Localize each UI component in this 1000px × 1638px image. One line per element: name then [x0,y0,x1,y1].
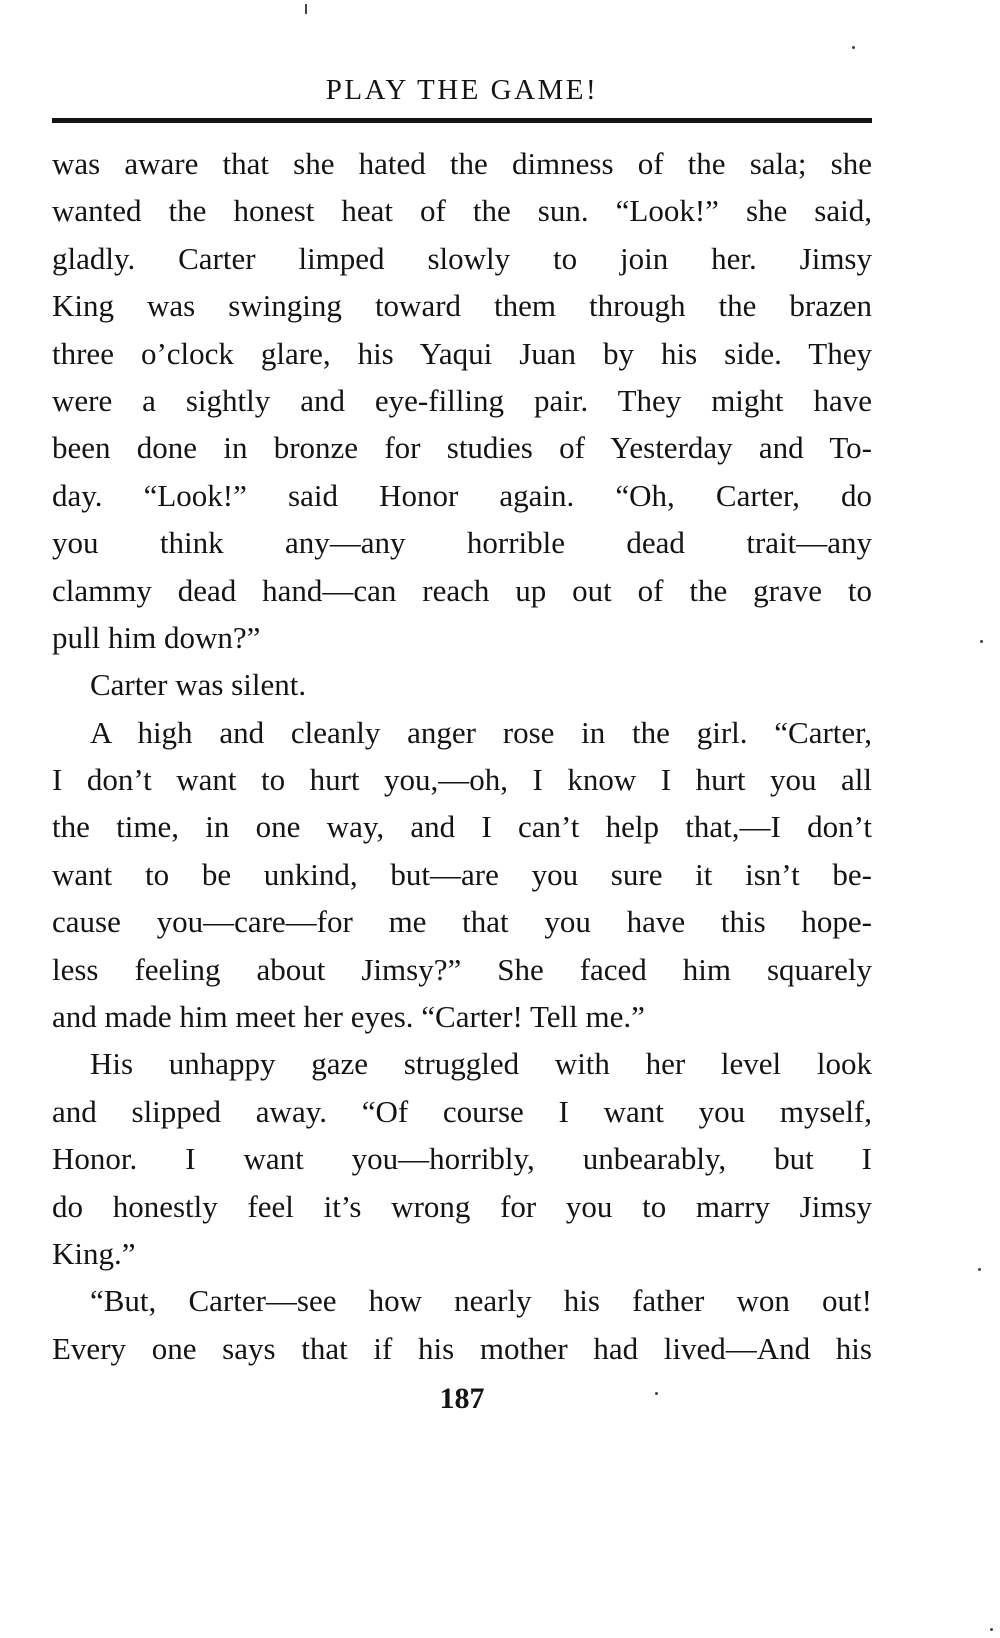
text-line: Carter was silent. [90,667,307,703]
scan-speck [980,640,983,643]
text-line: do honestly feel it’s wrong for you to marry Jimsy [52,1188,872,1224]
text-line: been done in bronze for studies of Yesterday and To- [52,430,872,466]
running-head: PLAY THE GAME! [325,74,599,106]
text-line: King was swinging toward them through the brazen [52,288,872,324]
text-line: gladly. Carter limped slowly to join her. Jimsy [52,240,872,276]
scan-speck [305,4,307,14]
text-line: A high and cleanly anger rose in the girl. “Carter, [90,714,872,750]
text-line: was aware that she hated the dimness of the sala; she [52,146,872,181]
text-line: the time, in one way, and I can’t help that,—I don’t [52,809,872,845]
header-rule [52,118,872,123]
text-line: Honor. I want you—horribly, unbearably, but I [52,1141,872,1177]
text-line: wanted the honest heat of the sun. “Look!” she said, [52,193,872,229]
text-line: King.” [52,1235,136,1271]
text-line: you think any—any horrible dead trait—any [52,525,872,561]
text-line: cause you—care—for me that you have this hope- [52,904,872,940]
text-line: Every one says that if his mother had lived—And his [52,1330,872,1366]
text-line: were a sightly and eye-filling pair. They might have [52,382,872,418]
text-line: three o’clock glare, his Yaqui Juan by his side. They [52,335,872,371]
scan-speck [978,1268,981,1271]
text-line: less feeling about Jimsy?” She faced him squarely [52,951,872,987]
text-line: and slipped away. “Of course I want you myself, [52,1093,872,1129]
scan-speck [990,1628,993,1631]
text-line: His unhappy gaze struggled with her level look [90,1046,872,1082]
scan-speck [852,46,855,49]
text-line: pull him down?” [52,619,261,655]
body-text [52,140,872,1372]
text-line: want to be unkind, but—are you sure it isn’t be- [52,856,872,892]
page-number: 187 [439,1382,485,1415]
scan-speck [655,1392,658,1395]
text-line: and made him meet her eyes. “Carter! Tell me.” [52,999,645,1035]
text-line: “But, Carter—see how nearly his father won out! [90,1283,872,1319]
text-line: I don’t want to hurt you,—oh, I know I hurt you all [52,762,872,798]
text-line: day. “Look!” said Honor again. “Oh, Carter, do [52,477,872,513]
text-line: clammy dead hand—can reach up out of the grave to [52,572,872,608]
